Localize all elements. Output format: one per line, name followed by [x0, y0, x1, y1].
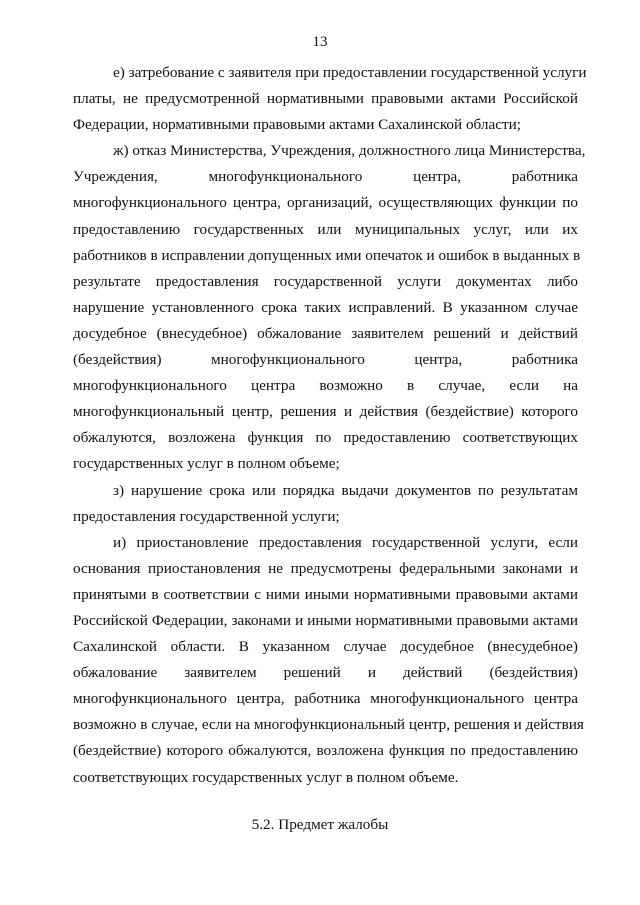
text-line: многофункционального центра, организаций, осуществляющих функции по — [73, 194, 578, 212]
paragraph-i — [73, 530, 584, 791]
text-line: соответствующих государственных услуг в полном объеме. — [73, 768, 459, 786]
text-line: Федерации, нормативными правовыми актами Сахалинской области; — [73, 116, 521, 134]
text-line: и) приостановление предоставления государственной услуги, если — [113, 533, 578, 551]
text-line: платы, не предусмотренной нормативными правовыми актами Российской — [73, 90, 578, 108]
text-line: досудебное (внесудебное) обжалование заявителем решений и действий — [73, 324, 578, 342]
page-number: 13 — [312, 34, 328, 50]
text-line: возможно в случае, если на многофункциональный центр, решения и действия — [73, 716, 584, 734]
text-line: ж) отказ Министерства, Учреждения, должностного лица Министерства, — [113, 142, 586, 160]
text-line: Сахалинской области. В указанном случае досудебное (внесудебное) — [73, 638, 578, 656]
paragraph-z — [73, 478, 578, 530]
text-line: нарушение установленного срока таких исправлений. В указанном случае — [73, 298, 578, 316]
text-line: государственных услуг в полном объеме; — [73, 455, 340, 473]
body-text — [73, 60, 587, 791]
text-line: обжалование заявителем решений и действий (бездействия) — [73, 664, 578, 682]
text-line: Учреждения, многофункционального центра, работника — [73, 168, 578, 186]
paragraph-zh — [73, 138, 586, 477]
text-line: многофункциональный центр, решения и действия (бездействие) которого — [73, 403, 578, 421]
text-line: обжалуются, возложена функция по предоставлению соответствующих — [73, 429, 578, 447]
section-heading: 5.2. Предмет жалобы — [251, 816, 389, 833]
text-line: основания приостановления не предусмотрены федеральными законами и — [73, 559, 578, 577]
text-line: з) нарушение срока или порядка выдачи документов по результатам — [113, 481, 578, 499]
text-line: предоставления государственной услуги; — [73, 507, 340, 525]
text-line: е) затребование с заявителя при предоставлении государственной услуги — [113, 64, 587, 81]
text-line: результате предоставления государственной услуги документах либо — [73, 272, 578, 290]
text-line: предоставлению государственных или муниципальных услуг, или их — [73, 220, 578, 238]
paragraph-e — [73, 60, 587, 138]
text-line: Российской Федерации, законами и иными нормативными правовыми актами — [73, 611, 578, 629]
text-line: многофункционального центра, работника многофункционального центра — [73, 690, 578, 708]
text-line: работников в исправлении допущенных ими опечаток и ошибок в выданных в — [73, 246, 581, 264]
text-line: принятыми в соответствии с ними иными нормативными правовыми актами — [73, 585, 578, 603]
text-line: многофункционального центра возможно в случае, если на — [73, 377, 578, 395]
text-line: (бездействия) многофункционального центра, работника — [73, 351, 578, 369]
text-line: (бездействие) которого обжалуются, возложена функция по предоставлению — [73, 742, 578, 760]
